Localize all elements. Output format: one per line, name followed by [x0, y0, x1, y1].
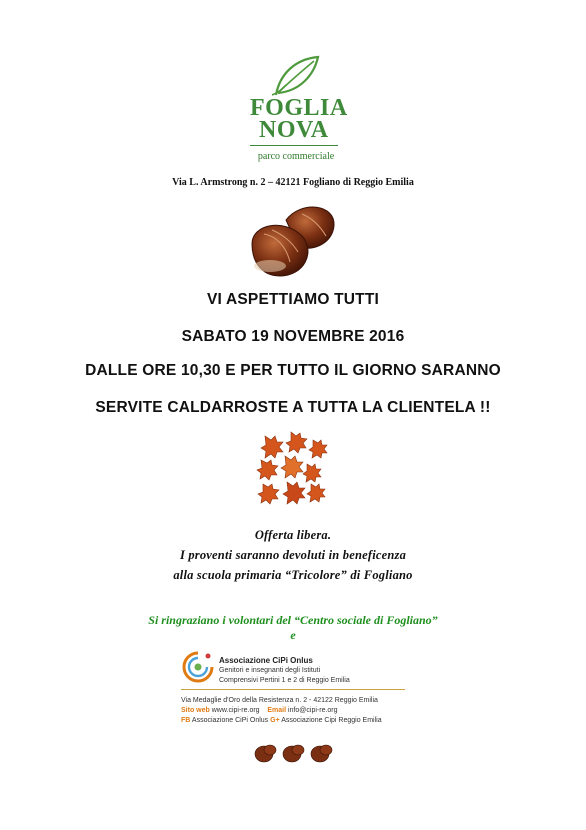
thanks-line: Si ringraziano i volontari del “Centro sociale di Fogliano” — [148, 613, 438, 627]
cipi-logo-icon — [181, 650, 215, 684]
cipi-address: Via Medaglie d'Oro della Resistenza n. 2 - 42122 Reggio Emilia — [181, 697, 378, 704]
address-line: Via L. Armstrong n. 2 – 42121 Fogliano di Reggio Emilia — [172, 177, 414, 188]
offer-line-3: alla scuola primaria “Tricolore” di Fogliano — [173, 568, 413, 582]
logo-text-foglia: FOGLIA — [250, 95, 348, 121]
cipi-description-1: Genitori e insegnanti degli Istituti — [219, 667, 321, 674]
cipi-divider — [181, 689, 405, 690]
chestnuts-icon — [246, 200, 338, 278]
and-conjunction: e — [290, 628, 296, 642]
autumn-leaves-icon — [255, 430, 333, 508]
email-label: Email — [267, 707, 287, 714]
cipi-description-2: Comprensivi Pertini 1 e 2 di Reggio Emilia — [219, 677, 350, 684]
cipi-social — [181, 717, 382, 724]
web-link[interactable]: www.cipi-re.org — [211, 707, 260, 714]
gplus-label: G+ — [270, 717, 280, 724]
small-chestnuts-icon — [252, 740, 334, 764]
logo-text-nova: NOVA — [259, 117, 329, 143]
logo-subtitle: parco commerciale — [257, 151, 335, 162]
cipi-name: Associazione CiPi Onlus — [219, 656, 313, 665]
logo-divider — [250, 145, 338, 146]
cipi-contacts — [181, 707, 338, 714]
offer-line-1: Offerta libera. — [254, 528, 332, 542]
web-label: Sito web — [181, 707, 210, 714]
fb-label: FB — [181, 717, 191, 724]
email-link[interactable]: info@cipi-re.org — [288, 707, 338, 714]
headline-4: SERVITE CALDARROSTE A TUTTA LA CLIENTELA !! — [95, 399, 491, 416]
fb-page[interactable]: Associazione CiPi Onlus — [191, 717, 269, 724]
offer-line-2: I proventi saranno devoluti in beneficenza — [179, 548, 407, 562]
leaf-logo-icon — [268, 55, 320, 97]
headline-2: SABATO 19 NOVEMBRE 2016 — [181, 328, 405, 345]
headline-1: VI ASPETTIAMO TUTTI — [207, 291, 379, 308]
headline-3: DALLE ORE 10,30 E PER TUTTO IL GIORNO SARANNO — [85, 362, 501, 379]
gplus-page[interactable]: Associazione Cipi Reggio Emilia — [281, 717, 382, 724]
